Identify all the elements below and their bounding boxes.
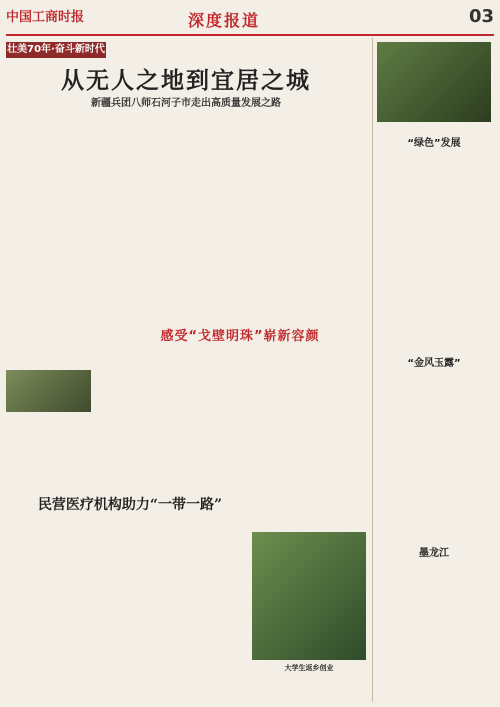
sidebar-title-2: “金风玉露” <box>407 358 461 369</box>
series-banner: 壮美70年·奋斗新时代 <box>6 42 106 58</box>
field-photo <box>252 532 366 660</box>
subheadline: 新疆兵团八师石河子市走出高质量发展之路 <box>91 98 281 109</box>
boxed-story-heading: 感受“戈壁明珠”崭新容颜 <box>160 329 320 344</box>
headline: 从无人之地到宜居之城 <box>61 67 311 94</box>
page-header <box>6 4 494 36</box>
sidebar-title-1: “绿色”发展 <box>407 138 461 149</box>
article-photo <box>6 370 91 412</box>
story2-title: 民营医疗机构助力“一带一路” <box>37 497 223 513</box>
section-name: 深度报道 <box>188 11 261 30</box>
page-number: 03 <box>468 6 494 27</box>
main-column <box>6 38 366 702</box>
photo-caption: 大学生返乡创业 <box>284 664 334 672</box>
sidebar-column <box>372 38 495 702</box>
paper-name: 中国工商时报 <box>6 10 85 25</box>
sidebar-title-3: 墨龙江 <box>419 548 449 559</box>
sidebar-photo <box>377 42 491 122</box>
